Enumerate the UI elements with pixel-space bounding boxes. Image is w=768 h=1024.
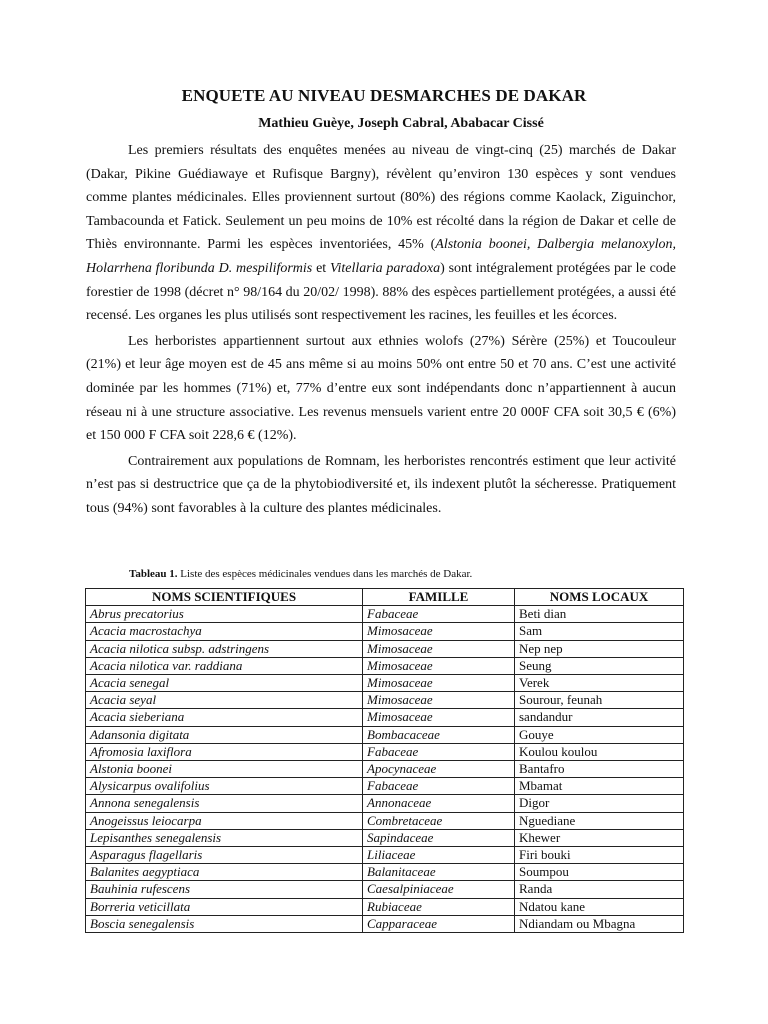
scientific-name-cell: Lepisanthes senegalensis [86,829,363,846]
scientific-name-cell: Anogeissus leiocarpa [86,812,363,829]
table-row [86,829,684,846]
document-title: ENQUETE AU NIVEAU DESMARCHES DE DAKAR [181,86,587,105]
local-name-cell: Ndatou kane [515,898,684,915]
family-cell: Sapindaceae [363,829,515,846]
family-cell: Mimosaceae [363,657,515,674]
scientific-name-cell: Acacia nilotica var. raddiana [86,657,363,674]
scientific-name-cell: Annona senegalensis [86,795,363,812]
family-cell: Rubiaceae [363,898,515,915]
local-name-cell: Soumpou [515,864,684,881]
table-row [86,915,684,932]
local-name-cell: Nguediane [515,812,684,829]
scientific-name-cell: Acacia seyal [86,692,363,709]
table-row [86,795,684,812]
scientific-name-cell: Acacia macrostachya [86,623,363,640]
species-table [85,588,684,933]
family-cell: Mimosaceae [363,623,515,640]
table-row [86,898,684,915]
table-row [86,657,684,674]
scientific-name-cell: Abrus precatorius [86,606,363,623]
local-name-cell: Bantafro [515,761,684,778]
scientific-name-cell: Afromosia laxiflora [86,743,363,760]
family-cell: Liliaceae [363,847,515,864]
table-row [86,709,684,726]
table-row [86,692,684,709]
paragraph-2: Les herboristes appartiennent surtout aux ethnies wolofs (27%) Sérère (25%) et Toucouleur (21%) et leur âge moyen est de 45 ans même si au moins 50% ont entre 50 et 70 ans. C’est une activité dominée par les hommes (71%) et, 77% d’entre eux sont indépendants donc n’appartiennent à aucun réseau ni à une structure associative. Les revenus mensuels varient entre 20 000F CFA soit 30,5 € (6%) et 150 000 F CFA soit 228,6 € (12%). [86,333,676,444]
scientific-name-cell: Acacia nilotica subsp. adstringens [86,640,363,657]
table-row [86,640,684,657]
scientific-name-cell: Balanites aegyptiaca [86,864,363,881]
scientific-name-cell: Alysicarpus ovalifolius [86,778,363,795]
scientific-name-cell: Asparagus flagellaris [86,847,363,864]
table-row [86,778,684,795]
paragraph-1-part-1: Les premiers résultats des enquêtes menées au niveau de vingt-cinq (25) marchés de Dakar (Dakar, Pikine Guédiawaye et Rufisque Bargny), révèlent qu’environ 130 espèces y sont vendues comme plantes médicinales. Elles proviennent surtout (80%) des régions comme Kaolack, Ziguinchor, Tambacounda et Fatick. Seulement un peu moins de 10% est récolté dans la région de Dakar et celle de Thiès environnante. Parmi les espèces inventoriées, 45% ( [86,143,676,253]
table-row [86,743,684,760]
family-cell: Mimosaceae [363,709,515,726]
table-row [86,761,684,778]
header-scientific-names: NOMS SCIENTIFIQUES [86,589,363,606]
scientific-name-cell: Acacia senegal [86,675,363,692]
protected-species-last: Vitellaria paradoxa [330,260,441,276]
scientific-name-cell: Bauhinia rufescens [86,881,363,898]
table-caption [129,568,472,580]
paragraph-3: Contrairement aux populations de Romnam, les herboristes rencontrés estiment que leur activité n’est pas si destructrice que ça de la phytobiodiversité et, ils indexent plutôt la sécheresse. Pratiquement tous (94%) sont favorables à la culture des plantes médicinales. [86,453,676,516]
table-row [86,726,684,743]
scientific-name-cell: Borreria veticillata [86,898,363,915]
table-caption-label: Tableau 1. [129,568,178,580]
table-row [86,812,684,829]
local-name-cell: Beti dian [515,606,684,623]
table-row [86,606,684,623]
table-row [86,847,684,864]
paragraph-1-part-2: ) sont intégralement protégées par le code forestier de 1998 (décret n° 98/164 du 20/02/ 1998). 88% des espèces partiellement protégées, a aussi été recensé. Les organes les plus utilisés sont respectivement les racines, les feuilles et les écorces. [86,260,677,324]
family-cell: Apocynaceae [363,761,515,778]
family-cell: Mimosaceae [363,640,515,657]
table-row [86,881,684,898]
table-header-row [86,589,684,606]
local-name-cell: Firi bouki [515,847,684,864]
family-cell: Caesalpiniaceae [363,881,515,898]
paragraph-1-conjunction: et [312,260,330,276]
local-name-cell: Khewer [515,829,684,846]
local-name-cell: Verek [515,675,684,692]
family-cell: Bombacaceae [363,726,515,743]
table-row [86,675,684,692]
local-name-cell: Gouye [515,726,684,743]
family-cell: Balanitaceae [363,864,515,881]
local-name-cell: sandandur [515,709,684,726]
local-name-cell: Sourour, feunah [515,692,684,709]
table-row [86,864,684,881]
body-text [86,139,676,521]
local-name-cell: Randa [515,881,684,898]
scientific-name-cell: Boscia senegalensis [86,915,363,932]
family-cell: Capparaceae [363,915,515,932]
family-cell: Mimosaceae [363,692,515,709]
local-name-cell: Digor [515,795,684,812]
protected-species-list: Alstonia boonei, Dalbergia melanoxylon, Holarrhena floribunda D. mespiliformis [86,237,676,276]
family-cell: Annonaceae [363,795,515,812]
local-name-cell: Sam [515,623,684,640]
family-cell: Fabaceae [363,743,515,760]
local-name-cell: Mbamat [515,778,684,795]
local-name-cell: Nep nep [515,640,684,657]
header-family: FAMILLE [363,589,515,606]
family-cell: Fabaceae [363,778,515,795]
family-cell: Combretaceae [363,812,515,829]
paragraph-1 [86,139,676,328]
author-line: Mathieu Guèye, Joseph Cabral, Ababacar Cissé [258,116,544,131]
family-cell: Fabaceae [363,606,515,623]
local-name-cell: Seung [515,657,684,674]
local-name-cell: Ndiandam ou Mbagna [515,915,684,932]
local-name-cell: Koulou koulou [515,743,684,760]
scientific-name-cell: Adansonia digitata [86,726,363,743]
header-local-names: NOMS LOCAUX [515,589,684,606]
scientific-name-cell: Alstonia boonei [86,761,363,778]
table-body [86,606,684,933]
table-caption-text: Liste des espèces médicinales vendues dans les marchés de Dakar. [177,568,473,580]
family-cell: Mimosaceae [363,675,515,692]
scientific-name-cell: Acacia sieberiana [86,709,363,726]
table-row [86,623,684,640]
